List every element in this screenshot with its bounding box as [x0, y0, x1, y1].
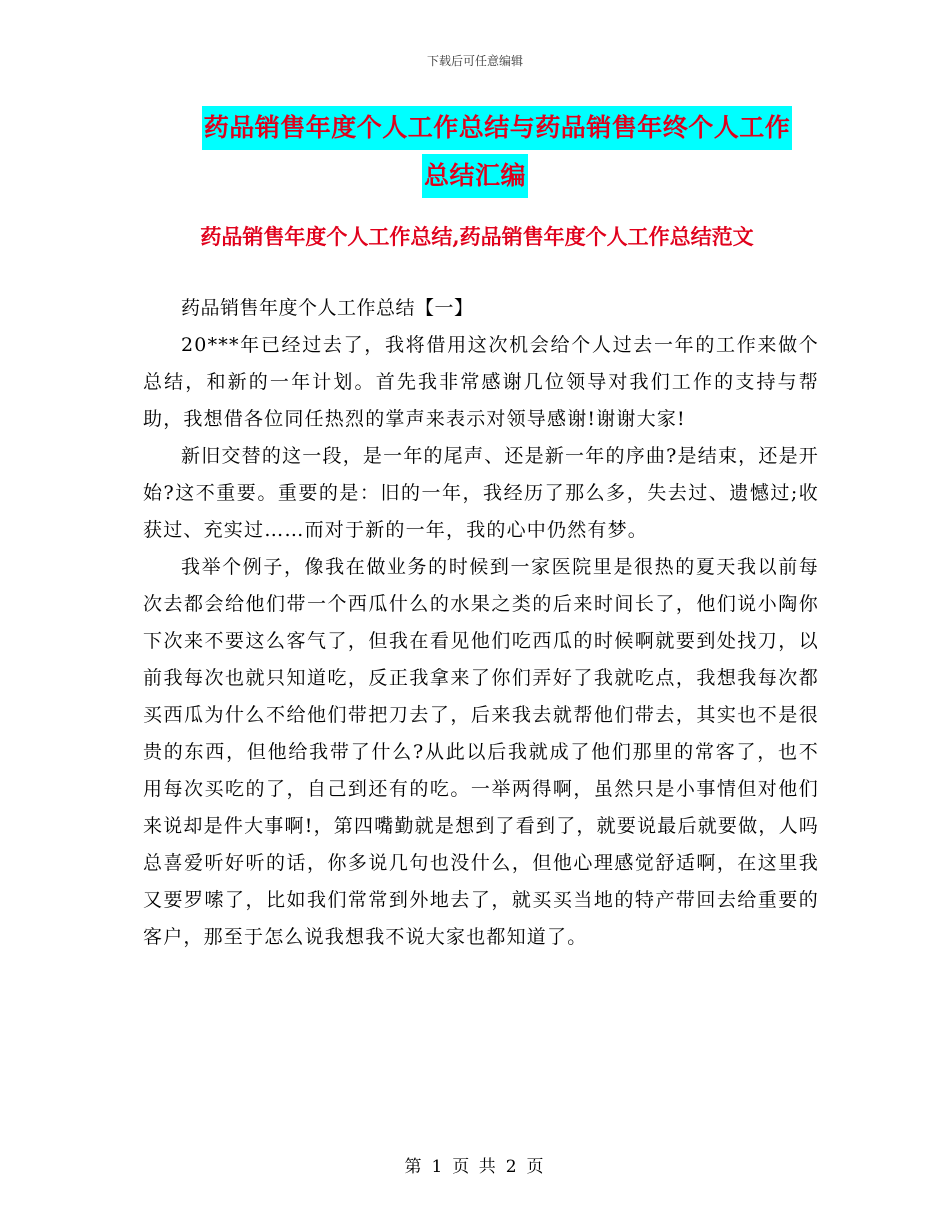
document-subtitle: 药品销售年度个人工作总结,药品销售年度个人工作总结范文 [200, 224, 754, 249]
document-title [0, 106, 950, 202]
paragraph: 我举个例子，像我在做业务的时候到一家医院里是很热的夏天我以前每次去都会给他们带一个西瓜什么的水果之类的后来时间长了，他们说小陶你下次来不要这么客气了，但我在看见他们吃西瓜的时候啊就要到处找刀，以前我每次也就只知道吃，反正我拿来了你们弄好了我就吃点，我想我每次都买西瓜为什么不给他们带把刀去了，后来我去就帮他们带去，其实也不是很贵的东西，但他给我带了什么?从此以后我就成了他们那里的常客了，也不用每次买吃的了，自己到还有的吃。一举两得啊，虽然只是小事情但对他们来说却是件大事啊!，第四嘴勤就是想到了看到了，就要说最后就要做，人吗总喜爱听好听的话，你多说几句也没什么，但他心理感觉舒适啊，在这里我又要罗嗦了，比如我们常常到外地去了，就买买当地的特产带回去给重要的客户，那至于怎么说我想我不说大家也都知道了。 [143, 556, 819, 948]
title-line-2: 总结汇编 [422, 154, 528, 198]
footer-total-pages: 2 [505, 1157, 519, 1177]
section-heading: 药品销售年度个人工作总结【一】 [181, 297, 474, 319]
title-line-1: 药品销售年度个人工作总结与药品销售年终个人工作 [202, 106, 793, 150]
footer-prefix: 第 [404, 1157, 424, 1177]
page-footer [0, 1152, 950, 1177]
paragraph: 新旧交替的这一段，是一年的尾声、还是新一年的序曲?是结束，还是开始?这不重要。重要的是：旧的一年，我经历了那么多，失去过、遗憾过;收获过、充实过……而对于新的一年，我的心中仍然有梦。 [143, 445, 819, 541]
footer-middle: 页 共 [452, 1157, 498, 1177]
footer-suffix: 页 [526, 1157, 546, 1177]
header-note: 下载后可任意编辑 [426, 54, 523, 68]
footer-current-page: 1 [431, 1157, 445, 1177]
paragraph: 20***年已经过去了，我将借用这次机会给个人过去一年的工作来做个总结，和新的一年计划。首先我非常感谢几位领导对我们工作的支持与帮助，我想借各位同任热烈的掌声来表示对领导感谢!谢谢大家! [143, 334, 819, 430]
document-body [143, 290, 819, 956]
